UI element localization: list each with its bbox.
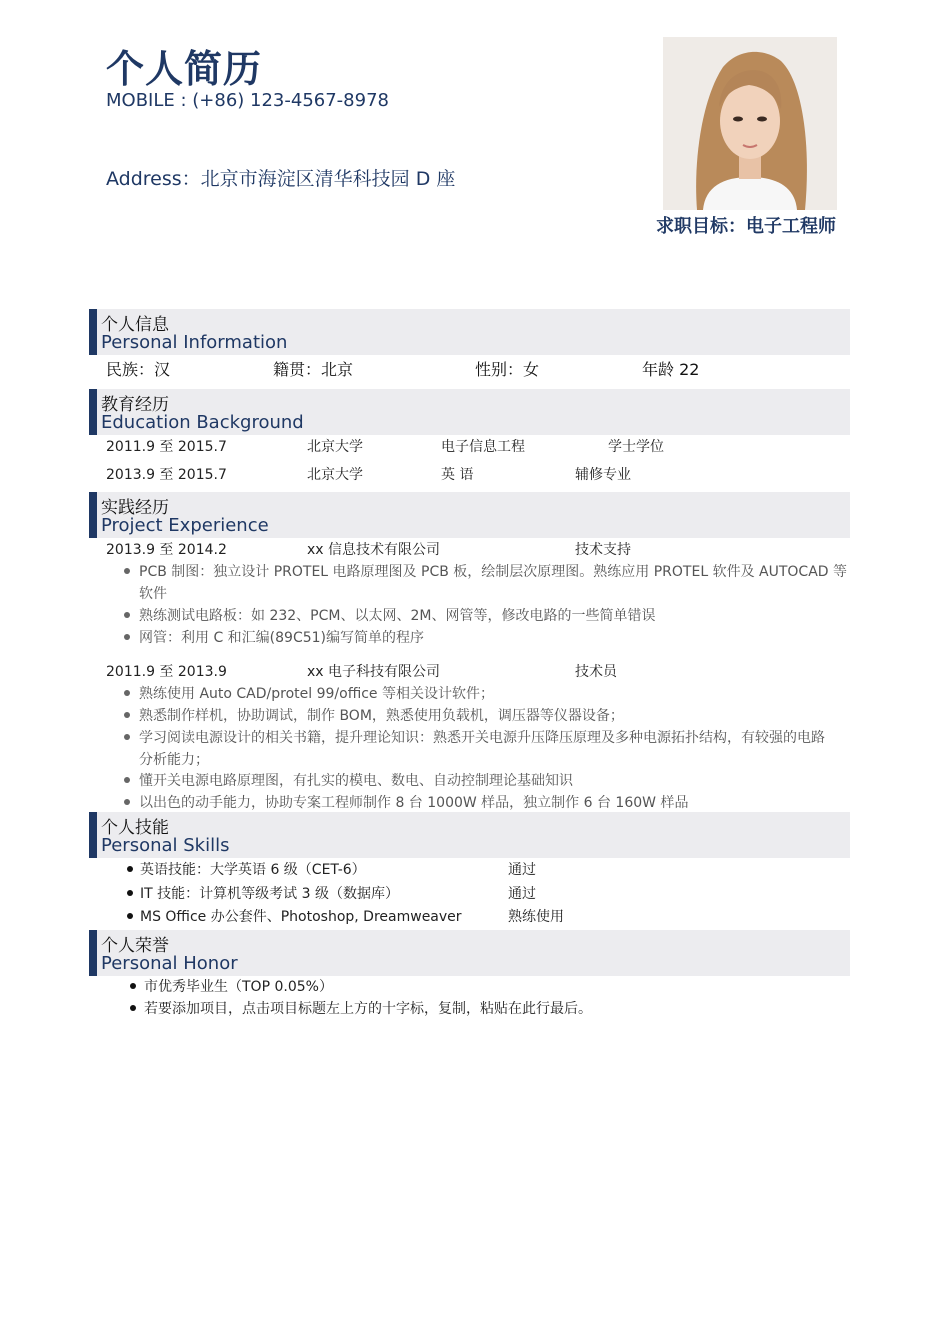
skill-name: MS Office 办公套件、Photoshop, Dreamweaver [140,909,462,925]
bullet-icon [124,690,130,696]
edu-school: 北京大学 [307,467,363,483]
section-title-zh: 个人技能 [101,818,169,838]
job-detail: 熟练使用 Auto CAD/protel 99/office 等相关设计软件； [139,686,494,702]
section-accent-bar [89,309,97,355]
profile-photo [663,37,837,210]
job-detail-continued: 分析能力； [139,752,209,768]
age: 年龄 22 [642,360,700,379]
section-accent-bar [89,812,97,858]
job-period: 2011.9 至 2013.9 [106,664,227,680]
section-title-en: Personal Skills [101,835,230,856]
section-header-skills [89,812,850,858]
skill-level: 通过 [508,862,536,878]
skill-level: 通过 [508,886,536,902]
section-header-experience [89,492,850,538]
job-detail: 以出色的动手能力，协助专案工程师制作 8 台 1000W 样品，独立制作 6 台 160W 样品 [139,795,689,811]
section-title-zh: 个人信息 [101,315,169,335]
mobile-number: MOBILE : (+86) 123-4567-8978 [106,90,389,111]
honor-item: 若要添加项目，点击项目标题左上方的十字标，复制，粘贴在此行最后。 [144,1001,592,1017]
resume-title: 个人简历 [106,47,263,91]
address: Address：北京市海淀区清华科技园 D 座 [106,168,456,190]
bullet-icon [124,712,130,718]
bullet-icon [130,1005,136,1011]
job-period: 2013.9 至 2014.2 [106,542,227,558]
section-title-en: Personal Information [101,332,288,353]
section-accent-bar [89,389,97,435]
job-detail: 熟悉制作样机，协助调试，制作 BOM，熟悉使用负载机，调压器等仪器设备； [139,708,624,724]
job-detail: PCB 制图：独立设计 PROTEL 电路原理图及 PCB 板，绘制层次原理图。熟练应用 PROTEL 软件及 AUTOCAD 等 [139,564,847,580]
section-title-zh: 教育经历 [101,395,169,415]
bullet-icon [124,568,130,574]
edu-degree: 学士学位 [608,439,664,455]
bullet-icon [130,983,136,989]
edu-major: 英 语 [441,467,474,483]
job-detail: 熟练测试电路板：如 232、PCM、以太网、2M、网管等，修改电路的一些简单错误 [139,608,656,624]
edu-major: 电子信息工程 [441,439,525,455]
bullet-icon [124,777,130,783]
job-role: 技术员 [575,664,617,680]
section-title-en: Project Experience [101,515,269,536]
section-accent-bar [89,930,97,976]
edu-period: 2011.9 至 2015.7 [106,439,227,455]
bullet-icon [127,913,133,919]
section-title-en: Personal Honor [101,953,238,974]
section-title-en: Education Background [101,412,304,433]
ethnicity: 民族：汉 [106,360,171,379]
origin: 籍贯：北京 [273,360,354,379]
gender: 性别：女 [475,360,540,379]
bullet-icon [124,799,130,805]
skill-name: 英语技能：大学英语 6 级（CET-6） [140,862,366,878]
job-detail: 懂开关电源电路原理图，有扎实的模电、数电、自动控制理论基础知识 [139,773,573,789]
job-role: 技术支持 [575,542,631,558]
section-header-personal-info [89,309,850,355]
job-detail: 网管：利用 C 和汇编(89C51)编写简单的程序 [139,630,425,646]
skill-name: IT 技能：计算机等级考试 3 级（数据库） [140,886,399,902]
section-header-honor [89,930,850,976]
job-detail-continued: 软件 [139,586,167,602]
edu-period: 2013.9 至 2015.7 [106,467,227,483]
bullet-icon [124,634,130,640]
job-objective: 求职目标：电子工程师 [656,216,836,237]
edu-degree: 辅修专业 [575,467,631,483]
bullet-icon [127,890,133,896]
edu-school: 北京大学 [307,439,363,455]
section-title-zh: 实践经历 [101,498,169,518]
bullet-icon [124,612,130,618]
section-title-zh: 个人荣誉 [101,936,169,956]
job-company: xx 电子科技有限公司 [307,664,441,680]
job-company: xx 信息技术有限公司 [307,542,441,558]
bullet-icon [127,866,133,872]
section-header-education [89,389,850,435]
bullet-icon [124,734,130,740]
job-detail: 学习阅读电源设计的相关书籍，提升理论知识：熟悉开关电源升压降压原理及多种电源拓扑结构，有较强的电路 [139,730,825,746]
section-accent-bar [89,492,97,538]
skill-level: 熟练使用 [508,909,564,925]
honor-item: 市优秀毕业生（TOP 0.05%） [144,979,333,995]
